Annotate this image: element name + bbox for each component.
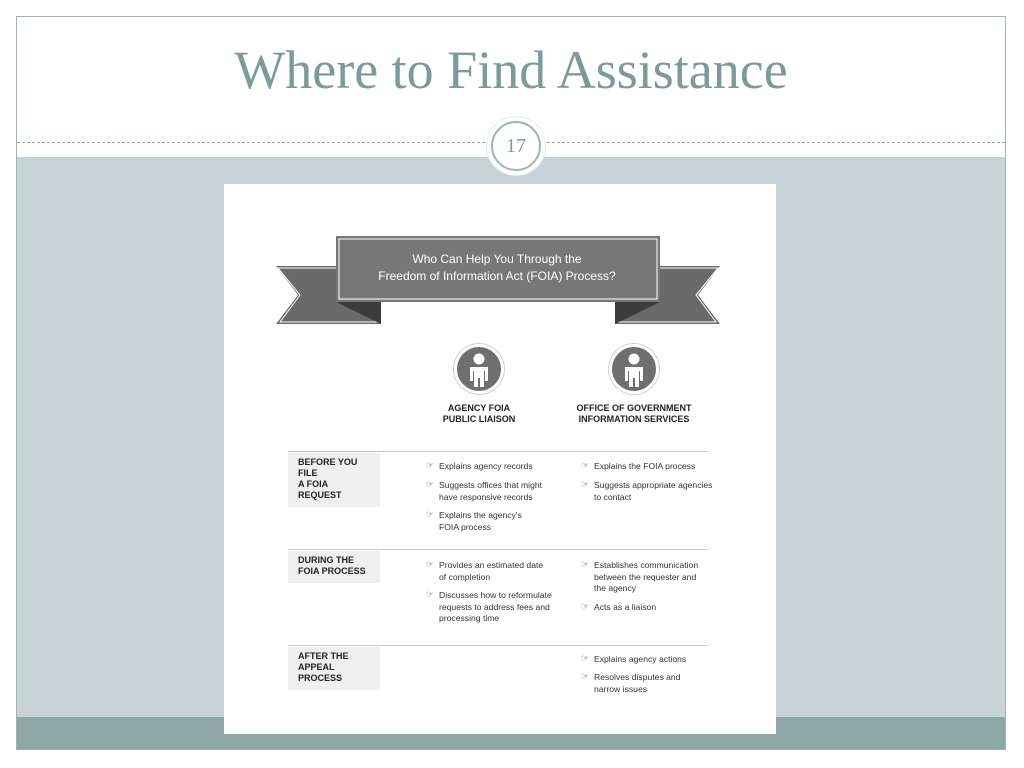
slide bbox=[16, 16, 1006, 750]
row-label-line-1: AFTER THE bbox=[298, 651, 349, 661]
bullet-text: FOIA process bbox=[439, 521, 492, 532]
pointing-hand-icon: ☞ bbox=[581, 559, 590, 569]
bullet-text: Explains the agency's bbox=[439, 510, 522, 520]
row-divider bbox=[288, 549, 708, 550]
banner-title bbox=[344, 251, 650, 285]
bullet-text: have responsive records bbox=[439, 491, 533, 502]
bullet-text: Discusses how to reformulate bbox=[439, 590, 552, 600]
column-heading bbox=[564, 403, 704, 425]
bullet-item bbox=[581, 671, 734, 695]
bullet-text: Provides an estimated date bbox=[439, 560, 544, 570]
bullet-text: Explains the FOIA process bbox=[594, 461, 696, 471]
row-divider bbox=[288, 451, 708, 452]
row-label-after-appeal bbox=[288, 647, 380, 690]
bullet-text: of completion bbox=[439, 571, 491, 582]
row-label-during-process bbox=[288, 551, 380, 583]
pointing-hand-icon: ☞ bbox=[581, 479, 590, 489]
bullet-text: requests to address fees and bbox=[439, 601, 550, 612]
pointing-hand-icon: ☞ bbox=[426, 509, 435, 519]
column-heading bbox=[409, 403, 549, 425]
row-label-line-2: A FOIA REQUEST bbox=[298, 479, 342, 500]
pointing-hand-icon: ☞ bbox=[581, 671, 590, 681]
bullet-text: processing time bbox=[439, 613, 500, 623]
column-heading-line-2: INFORMATION SERVICES bbox=[578, 414, 690, 424]
bullet-text: Acts as a liaison bbox=[594, 602, 657, 612]
pointing-hand-icon: ☞ bbox=[426, 460, 435, 470]
foia-infographic bbox=[224, 184, 776, 734]
banner-line-2: Freedom of Information Act (FOIA) Process? bbox=[378, 269, 616, 283]
column-heading-line-1: AGENCY FOIA bbox=[447, 403, 511, 413]
bullet-item bbox=[426, 460, 569, 473]
row-label-line-2: APPEAL PROCESS bbox=[298, 662, 343, 683]
pointing-hand-icon: ☞ bbox=[426, 479, 435, 489]
column-agency-liaison bbox=[409, 344, 549, 425]
pointing-hand-icon: ☞ bbox=[581, 601, 590, 611]
bullet-text: narrow issues bbox=[594, 683, 648, 694]
banner-line-1: Who Can Help You Through the bbox=[412, 252, 582, 266]
bullet-text: the agency bbox=[594, 583, 637, 593]
pointing-hand-icon: ☞ bbox=[426, 589, 435, 599]
column-heading-line-1: OFFICE OF GOVERNMENT bbox=[576, 403, 692, 413]
bullet-item bbox=[426, 509, 569, 533]
row-label-line-2: FOIA PROCESS bbox=[298, 566, 366, 576]
person-icon bbox=[454, 344, 504, 394]
bullet-text: Resolves disputes and bbox=[594, 672, 681, 682]
bullet-item bbox=[581, 653, 734, 666]
person-icon bbox=[609, 344, 659, 394]
row-label-line-1: DURING THE bbox=[298, 555, 354, 565]
bullet-text: between the requester and bbox=[594, 571, 697, 582]
bullet-item bbox=[581, 460, 734, 473]
bullet-item bbox=[581, 601, 734, 614]
row-label-line-1: BEFORE YOU FILE bbox=[298, 457, 358, 478]
slide-title: Where to Find Assistance bbox=[234, 40, 788, 100]
row-divider bbox=[288, 645, 708, 646]
bullet-text: Explains agency records bbox=[439, 461, 533, 471]
bullet-item bbox=[581, 479, 734, 503]
column-heading-line-2: PUBLIC LIAISON bbox=[442, 414, 516, 424]
bullet-text: Explains agency actions bbox=[594, 654, 687, 664]
bullet-text: to contact bbox=[594, 491, 632, 502]
bullet-text: Suggests appropriate agencies bbox=[594, 480, 713, 490]
column-ogis bbox=[564, 344, 704, 425]
bullet-text: Suggests offices that might bbox=[439, 480, 543, 490]
bullet-item bbox=[426, 559, 569, 583]
pointing-hand-icon: ☞ bbox=[581, 653, 590, 663]
pointing-hand-icon: ☞ bbox=[426, 559, 435, 569]
bullet-text: Establishes communication bbox=[594, 560, 699, 570]
bullet-item bbox=[581, 559, 734, 595]
row-label-before-filing bbox=[288, 453, 380, 507]
bullet-item bbox=[426, 479, 569, 503]
page-number: 17 bbox=[491, 121, 541, 171]
bullet-item bbox=[426, 589, 569, 625]
pointing-hand-icon: ☞ bbox=[581, 460, 590, 470]
